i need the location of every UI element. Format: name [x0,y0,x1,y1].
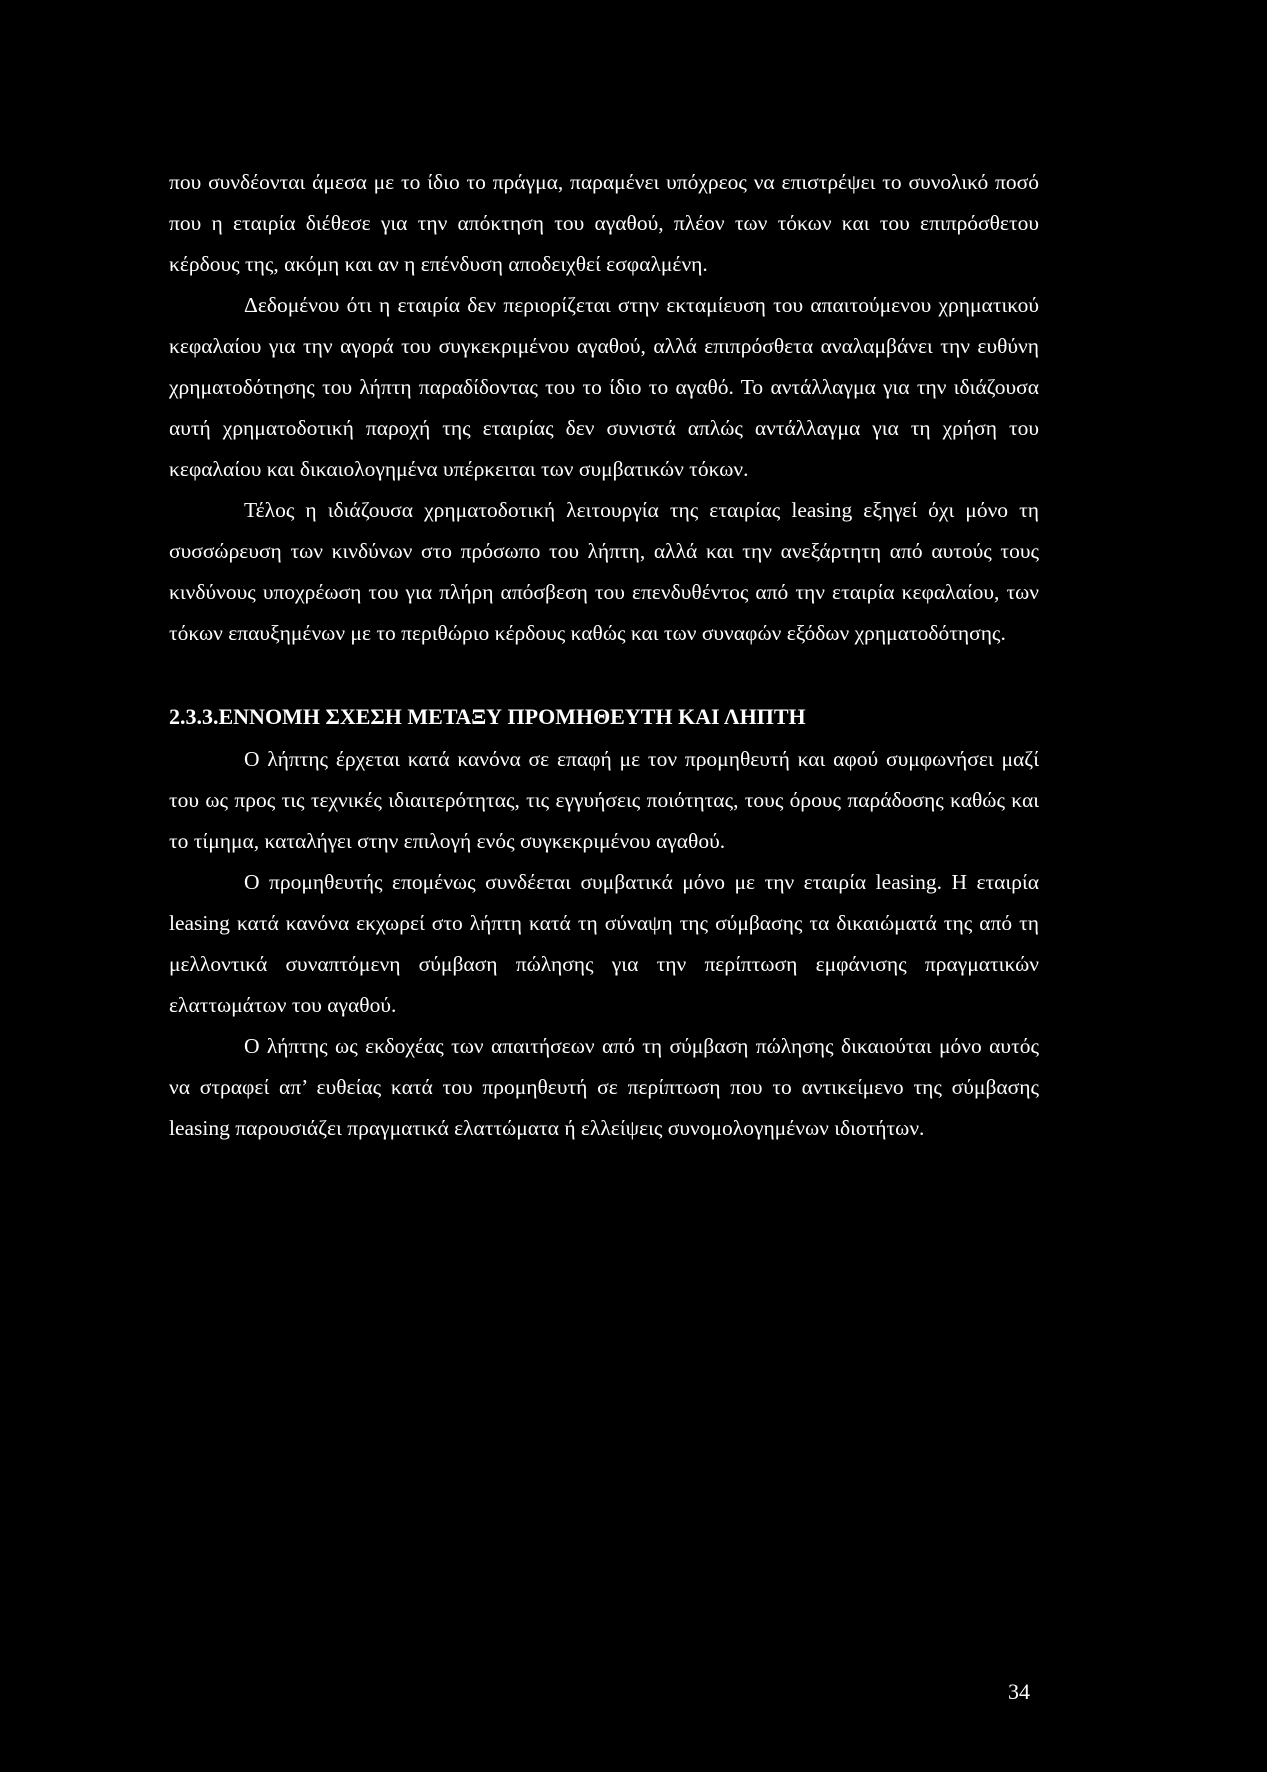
paragraph-lessee-claims: Ο λήπτης ως εκδοχέας των απαιτήσεων από τη σύμβαση πώλησης δικαιούται μόνο αυτός να στραφεί απ’ ευθείας κατά του προμηθευτή σε περίπτωση που το αντικείμενο της σύμβασης leasing παρουσιάζει πραγματικά ελαττώματα ή ελλείψεις συνομολογημένων ιδιοτήτων. [169,1034,1039,1140]
paragraph-continuation: που συνδέονται άμεσα με το ίδιο το πράγμα, παραμένει υπόχρεος να επιστρέψει το συνολικό ποσό που η εταιρία διέθεσε για την απόκτηση του αγαθού, πλέον των τόκων και του επιπρόσθετου κέρδους της, ακόμη και αν η επένδυση αποδειχθεί εσφαλμένη. [169,170,1039,276]
page-number: 34 [1008,1679,1030,1704]
paragraph-supplier-contract: Ο προμηθευτής επομένως συνδέεται συμβατικά μόνο με την εταιρία leasing. Η εταιρία leasing κατά κανόνα εκχωρεί στο λήπτη κατά τη σύναψη της σύμβασης τα δικαιώματά της από τη μελλοντικά συναπτόμενη σύμβαση πώλησης για την περίπτωση εμφάνισης πραγματικών ελαττωμάτων του αγαθού. [169,870,1039,1017]
paragraph-financing-function: Τέλος η ιδιάζουσα χρηματοδοτική λειτουργία της εταιρίας leasing εξηγεί όχι μόνο τη συσσώρευση των κινδύνων στο πρόσωπο του λήπτη, αλλά και την ανεξάρτητη από αυτούς τους κινδύνους υποχρέωση του για πλήρη απόσβεση του επενδυθέντος από την εταιρία κεφαλαίου, των τόκων επαυξημένων με το περιθώριο κέρδους καθώς και των συναφών εξόδων χρηματοδότησης. [169,498,1039,645]
document-body [169,162,1039,1149]
section-heading: 2.3.3.ΕΝΝΟΜΗ ΣΧΕΣΗ ΜΕΤΑΞΥ ΠΡΟΜΗΘΕΥΤΗ ΚΑΙ ΛΗΠΤΗ [169,704,806,729]
paragraph-financing-responsibility: Δεδομένου ότι η εταιρία δεν περιορίζεται στην εκταμίευση του απαιτούμενου χρηματικού κεφαλαίου για την αγορά του συγκεκριμένου αγαθού, αλλά επιπρόσθετα αναλαμβάνει την ευθύνη χρηματοδότησης του λήπτη παραδίδοντας του το ίδιο το αγαθό. Το αντάλλαγμα για την ιδιάζουσα αυτή χρηματοδοτική παροχή της εταιρίας δεν συνιστά απλώς αντάλλαγμα για τη χρήση του κεφαλαίου και δικαιολογημένα υπέρκειται των συμβατικών τόκων. [169,293,1039,481]
paragraph-lessee-contact: Ο λήπτης έρχεται κατά κανόνα σε επαφή με τον προμηθευτή και αφού συμφωνήσει μαζί του ως προς τις τεχνικές ιδιαιτερότητας, τις εγγυήσεις ποιότητας, τους όρους παράδοσης καθώς και το τίμημα, καταλήγει στην επιλογή ενός συγκεκριμένου αγαθού. [169,747,1039,853]
